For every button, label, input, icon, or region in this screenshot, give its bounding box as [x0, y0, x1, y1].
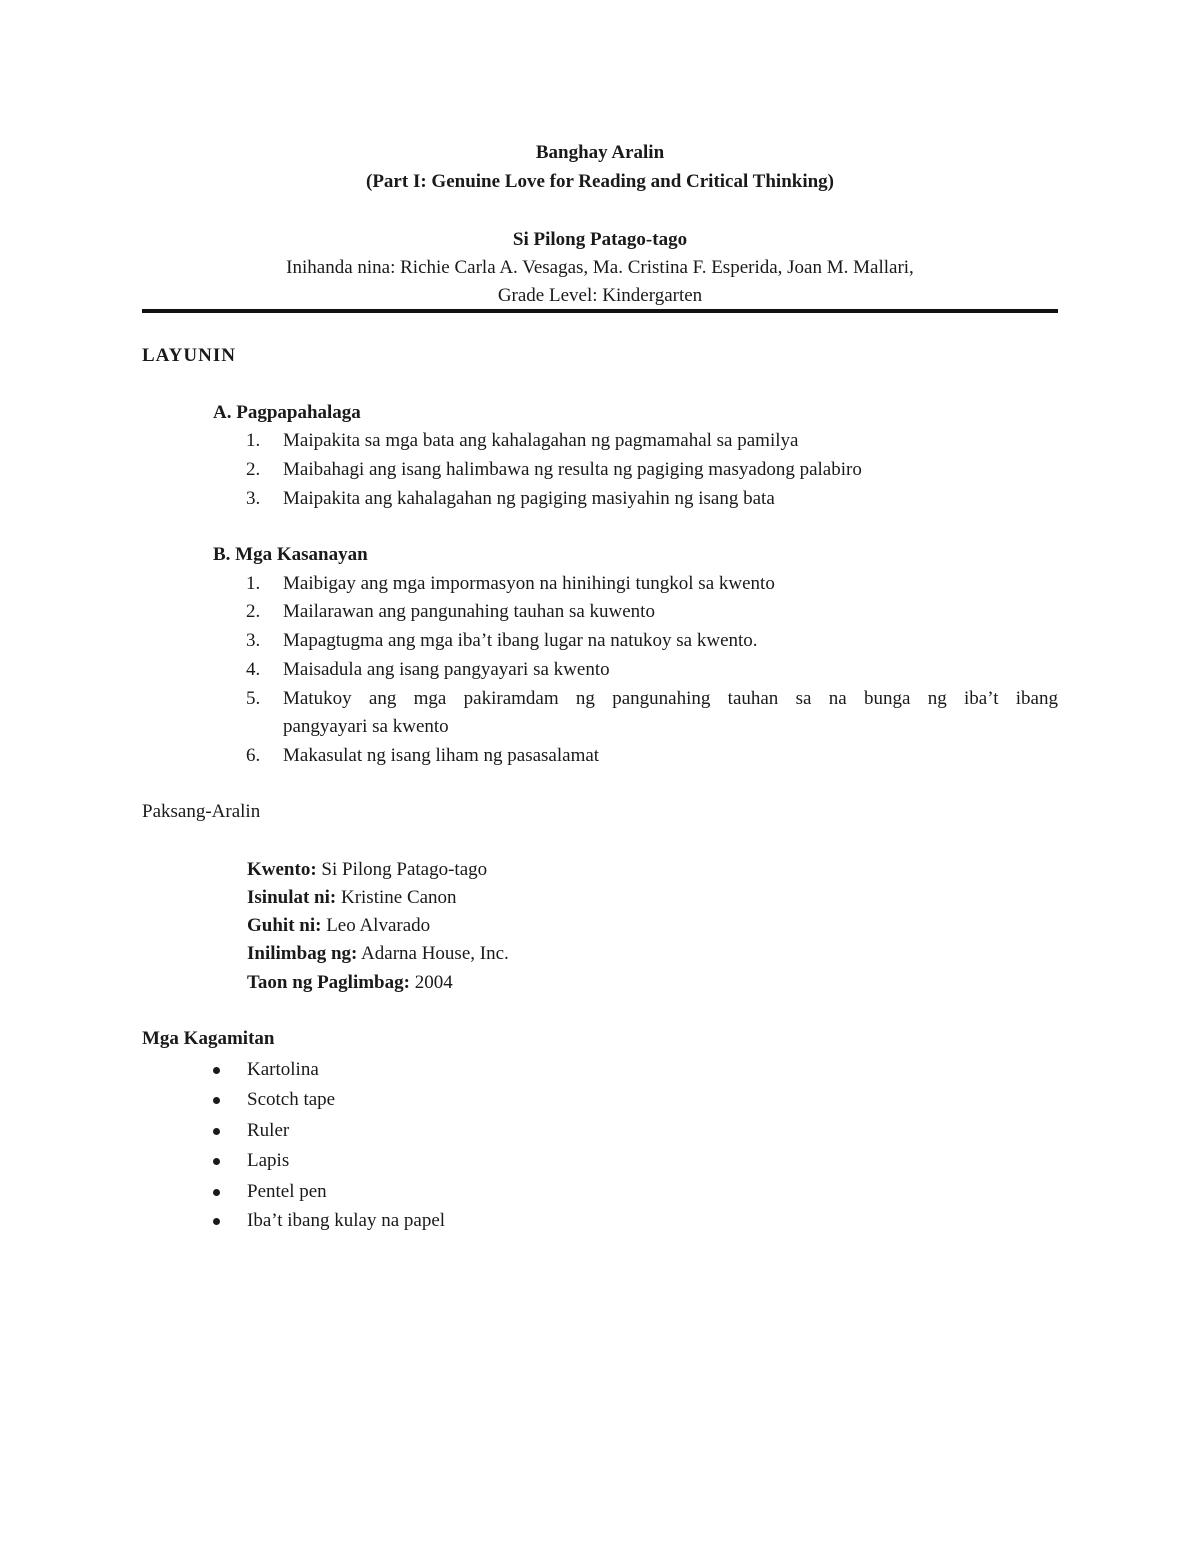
field-isinulat	[247, 887, 457, 909]
list-number: 1.	[246, 573, 261, 594]
field-kwento	[247, 859, 487, 881]
list-text: Maipakita ang kahalagahan ng pagiging masiyahin ng isang bata	[283, 488, 775, 509]
field-label: Inilimbag ng:	[247, 943, 358, 964]
list-number: 3.	[246, 488, 261, 509]
list-text: Matukoy ang mga pakiramdam ng pangunahing tauhan sa na bunga ng iba’t ibang	[283, 688, 1058, 709]
list-text: Iba’t ibang kulay na papel	[247, 1210, 446, 1231]
list-text: Lapis	[247, 1150, 290, 1171]
bullet-icon	[211, 1126, 223, 1138]
layunin-heading: LAYUNIN	[142, 345, 236, 366]
field-value: Leo Alvarado	[326, 915, 431, 936]
field-label: Isinulat ni:	[247, 887, 337, 908]
list-text: Ruler	[247, 1120, 290, 1141]
list-text: Maibahagi ang isang halimbawa ng resulta ng pagiging masyadong palabiro	[283, 459, 862, 480]
grade-level: Grade Level: Kindergarten	[497, 285, 703, 306]
list-number: 3.	[246, 630, 261, 651]
field-label: Kwento:	[247, 859, 317, 880]
field-value: Si Pilong Patago-tago	[321, 859, 488, 880]
list-text: Maibigay ang mga impormasyon na hinihingi tungkol sa kwento	[283, 573, 775, 594]
list-text: Makasulat ng isang liham ng pasasalamat	[283, 745, 600, 766]
header-divider	[142, 309, 1058, 313]
list-number: 1.	[246, 430, 261, 451]
list-text: Maisadula ang isang pangyayari sa kwento	[283, 659, 610, 680]
list-text: Mailarawan ang pangunahing tauhan sa kuwento	[283, 601, 655, 622]
list-number: 5.	[246, 688, 261, 709]
field-value: Adarna House, Inc.	[361, 943, 509, 964]
section-b-heading: B. Mga Kasanayan	[213, 544, 368, 565]
list-number: 4.	[246, 659, 261, 680]
field-guhit	[247, 915, 430, 937]
list-text: Scotch tape	[247, 1089, 336, 1110]
field-taon	[247, 972, 453, 994]
document-subtitle: (Part I: Genuine Love for Reading and Critical Thinking)	[366, 171, 834, 192]
list-text: Maipakita sa mga bata ang kahalagahan ng pagmamahal sa pamilya	[283, 430, 799, 451]
field-value: Kristine Canon	[340, 887, 457, 908]
bullet-icon	[211, 1065, 223, 1077]
field-value: 2004	[414, 972, 453, 993]
story-title: Si Pilong Patago-tago	[512, 229, 688, 250]
field-label: Taon ng Paglimbag:	[247, 972, 410, 993]
list-text: Kartolina	[247, 1059, 319, 1080]
list-number: 2.	[246, 601, 261, 622]
list-text: Mapagtugma ang mga iba’t ibang lugar na natukoy sa kwento.	[283, 630, 758, 651]
document-title: Banghay Aralin	[535, 142, 665, 163]
prepared-by: Inihanda nina: Richie Carla A. Vesagas, Ma. Cristina F. Esperida, Joan M. Mallari,	[286, 257, 914, 278]
paksang-aralin-heading: Paksang-Aralin	[142, 801, 261, 822]
bullet-icon	[211, 1156, 223, 1168]
list-text: Pentel pen	[247, 1181, 327, 1202]
bullet-icon	[211, 1216, 223, 1228]
section-a-heading: A. Pagpapahalaga	[213, 402, 361, 423]
list-text-continuation: pangyayari sa kwento	[283, 716, 449, 737]
list-number: 6.	[246, 745, 261, 766]
bullet-icon	[211, 1187, 223, 1199]
kagamitan-heading: Mga Kagamitan	[142, 1028, 275, 1049]
field-label: Guhit ni:	[247, 915, 322, 936]
list-number: 2.	[246, 459, 261, 480]
field-inilimbag	[247, 943, 509, 965]
bullet-icon	[211, 1095, 223, 1107]
